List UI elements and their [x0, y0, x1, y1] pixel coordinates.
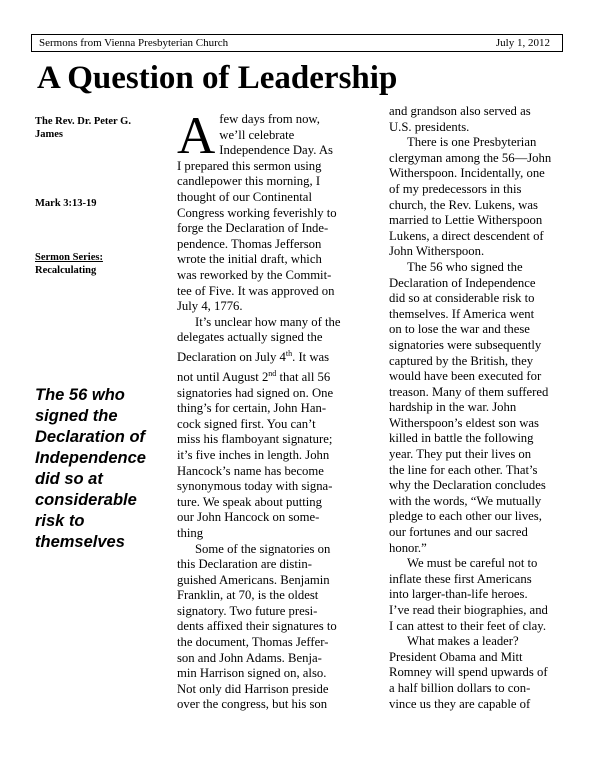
page-title: A Question of Leadership [37, 60, 398, 96]
body-line: guished Americans. Benjamin [177, 572, 330, 587]
body-line: inflate these first Americans [389, 571, 532, 586]
body-line: married to Lettie Witherspoon [389, 213, 543, 228]
body-line: and grandson also served as [389, 104, 531, 118]
series-label: Sermon Series: [35, 252, 103, 263]
body-line: clergyman among the 56—John [389, 150, 552, 165]
body-line: I prepared this sermon using [177, 158, 322, 173]
body-line: church, the Rev. Lukens, was [389, 197, 538, 212]
sermon-author: The Rev. Dr. Peter G. James [35, 116, 131, 140]
body-line: July 4, 1776. [177, 299, 243, 314]
body-line: this Declaration are distin- [177, 557, 312, 572]
body-line: vince us they are capable of [389, 696, 531, 711]
body-line: would have been executed for [389, 369, 542, 384]
body-line: thing [177, 525, 204, 540]
body-line: I’ve read their biographies, and [389, 603, 548, 617]
body-line: we’ll celebrate [219, 127, 295, 142]
body-line: signatory. Two future presi- [177, 603, 318, 618]
body-line: with the words, “We mutually [389, 493, 542, 508]
body-line: was reworked by the Commit- [177, 267, 332, 282]
body-line: wrote the initial draft, which [177, 252, 322, 267]
body-line: Franklin, at 70, is the oldest [177, 588, 319, 603]
body-line: over the congress, but his son [177, 697, 328, 712]
body-line: not until August 2nd that all 56 [177, 368, 331, 384]
body-line: the document, Thomas Jeffer- [177, 635, 329, 650]
body-column-2 [389, 104, 569, 712]
body-line: miss his flamboyant signature; [177, 432, 333, 447]
body-line: delegates actually signed the [177, 330, 323, 345]
body-line: hardship in the war. John [389, 400, 517, 415]
body-line: cock signed first. You can’t [177, 416, 316, 431]
running-header [31, 34, 563, 52]
body-line: thought of our Continental [177, 189, 312, 204]
body-line: Lukens, a direct descendent of [389, 228, 544, 243]
body-line: few days from now, [219, 112, 320, 126]
body-line: min Harrison signed on, also. [177, 666, 327, 681]
body-line: I can attest to their feet of clay. [389, 618, 546, 633]
body-line: into larger-than-life heroes. [389, 587, 528, 602]
body-line: pledge to each other our lives, [389, 509, 542, 524]
header-date: July 1, 2012 [495, 37, 550, 49]
body-line: killed in battle the following [389, 431, 534, 446]
header-church-name: Sermons from Vienna Presbyterian Church [39, 37, 229, 49]
body-line: It’s unclear how many of the [195, 314, 341, 329]
sermon-series [35, 251, 145, 277]
body-line: why the Declaration concludes [389, 478, 546, 493]
body-line: Romney will spend upwards of [389, 665, 548, 680]
body-line: it’s five inches in length. John [177, 447, 330, 462]
body-line: son and John Adams. Benja- [177, 650, 322, 665]
body-line: The 56 who signed the [407, 259, 523, 274]
body-line: dents affixed their signatures to [177, 619, 337, 634]
scripture-reference: Mark 3:13-19 [35, 198, 97, 209]
pull-quote: The 56 who signed the Declaration of Independence did so at considerable risk to themselves [35, 386, 146, 551]
body-line: President Obama and Mitt [389, 649, 523, 664]
body-line: did so at considerable risk to [389, 291, 535, 306]
body-column-1 [177, 107, 357, 713]
drop-cap: A [177, 107, 216, 165]
body-line: U.S. presidents. [389, 119, 470, 134]
body-line: themselves. If America went [389, 306, 535, 321]
body-line: the line for each other. That’s [389, 462, 538, 477]
body-line: Declaration on July 4th. It was [177, 348, 330, 365]
body-line: Witherspoon. Incidentally, one [389, 166, 545, 181]
body-line: pendence. Thomas Jefferson [177, 236, 322, 251]
body-line: a half billion dollars to con- [389, 680, 531, 695]
series-name: Recalculating [35, 265, 97, 276]
body-line: There is one Presbyterian [407, 135, 537, 150]
body-line: on to lose the war and these [389, 322, 530, 337]
body-line: treason. Many of them suffered [389, 384, 549, 399]
body-line: forge the Declaration of Inde- [177, 221, 329, 236]
body-line: signatories were subsequently [389, 337, 542, 352]
body-line: Witherspoon’s eldest son was [389, 415, 539, 430]
body-line: Not only did Harrison preside [177, 681, 329, 696]
body-line: Hancock’s name has become [177, 463, 324, 478]
body-line: honor.” [389, 540, 427, 555]
body-line: ture. We speak about putting [177, 494, 322, 509]
body-line: Congress working feverishly to [177, 205, 337, 220]
body-line: our John Hancock on some- [177, 510, 320, 525]
body-line: What makes a leader? [407, 634, 519, 649]
body-line: Independence Day. As [219, 143, 333, 158]
body-line: year. They put their lives on [389, 447, 532, 462]
body-line: Some of the signatories on [195, 541, 331, 556]
body-line: signatories had signed on. One [177, 385, 334, 400]
body-line: thing’s for certain, John Han- [177, 401, 327, 416]
body-line: candlepower this morning, I [177, 174, 321, 189]
body-line: Declaration of Independence [389, 275, 536, 290]
body-line: synonymous today with signa- [177, 479, 333, 494]
body-line: of my predecessors in this [389, 181, 522, 196]
body-line: our fortunes and our sacred [389, 525, 528, 540]
body-line: John Witherspoon. [389, 244, 485, 259]
body-line: captured by the British, they [389, 353, 534, 368]
body-line: We must be careful not to [407, 556, 538, 571]
ordinal-superscript: th [285, 348, 293, 358]
body-line: tee of Five. It was approved on [177, 283, 335, 298]
ordinal-superscript: nd [268, 368, 277, 378]
